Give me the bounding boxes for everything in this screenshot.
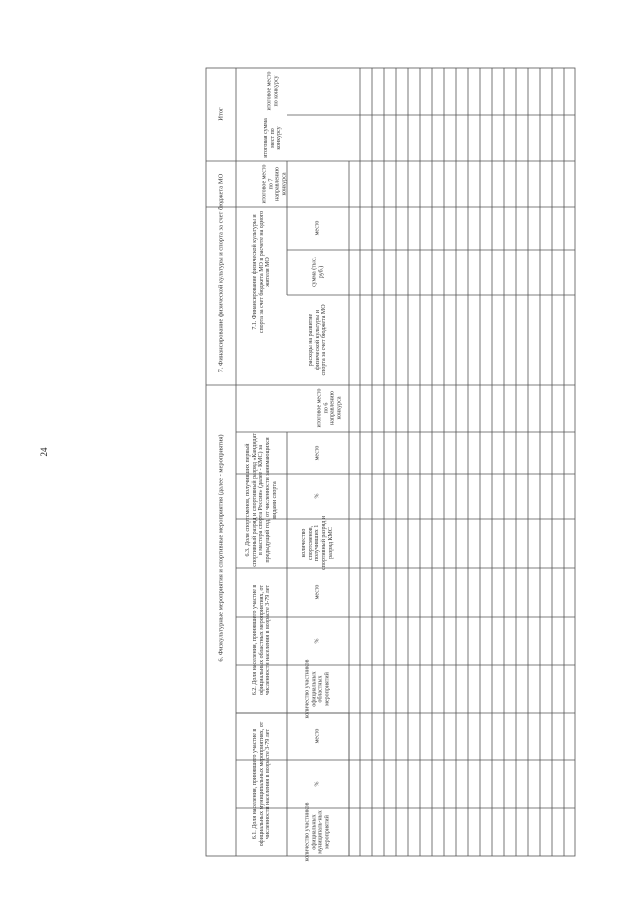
col-6-1-count: количество участников официальных муниципаль-ных мероприятий xyxy=(304,802,331,862)
itog-header: Итог xyxy=(217,107,225,121)
col-6-3-pct: % xyxy=(314,493,321,499)
section6-header: 6. Физкультурные мероприятия и спортивные мероприятия (далее - мероприятия) xyxy=(217,434,225,662)
subheader-6-3: 6.3. Доля спортсменов, получивших первый спортивный разряд и спортивный разряд «Кандидат в мастера спорта России» (далее - КМС) за предыдущий год, от численности занимающихся видами спорта xyxy=(245,433,279,567)
col-6-3-place: место xyxy=(314,445,321,461)
col-6-1-pct: % xyxy=(314,781,321,787)
col-7-1-place: место xyxy=(314,220,321,236)
page-number: 24 xyxy=(39,447,49,457)
col-itog-place: итоговое место по конкурсу xyxy=(266,71,279,111)
col-6-3-count: количество спортсменов, получивших 1 спортивный разряд и разряд КМС xyxy=(301,516,335,570)
subheader-7-1: 7.1. Финансирование физической культуры и спорта за счет бюджета МО в расчете на одного жителя МО xyxy=(251,210,272,334)
col-7-1-expenses: расходы на развитие физической культуры и спорта за счет бюджета МО xyxy=(307,304,328,376)
col-7-total: итоговое место по 7 направлению конкурса xyxy=(261,164,288,204)
col-6-2-pct: % xyxy=(314,638,321,644)
col-6-2-place: место xyxy=(314,584,321,600)
col-6-total: итоговое место по 6 направлению конкурса xyxy=(316,388,343,428)
col-itog-sum: итоговая сумма мест по конкурсу xyxy=(262,118,283,158)
col-6-2-count: количество участников официальных областных мероприятий xyxy=(304,659,331,719)
col-7-1-sum: сумма (тыс. руб.) xyxy=(311,256,324,288)
subheader-6-1: 6.1. Доля населения, принявшего участие в официальных муниципальных мероприятиях, от численности населения в возрасте 3-79 лет xyxy=(251,721,272,847)
section7-header: 7. Финансирование физической культуры и спорта за счет бюджета МО xyxy=(217,173,225,373)
col-6-1-place: место xyxy=(314,728,321,744)
subheader-6-2: 6.2. Доля населения, принявшего участие в официальных областных мероприятиях, от численности населения в возрасте 3-79 лет xyxy=(251,584,272,696)
